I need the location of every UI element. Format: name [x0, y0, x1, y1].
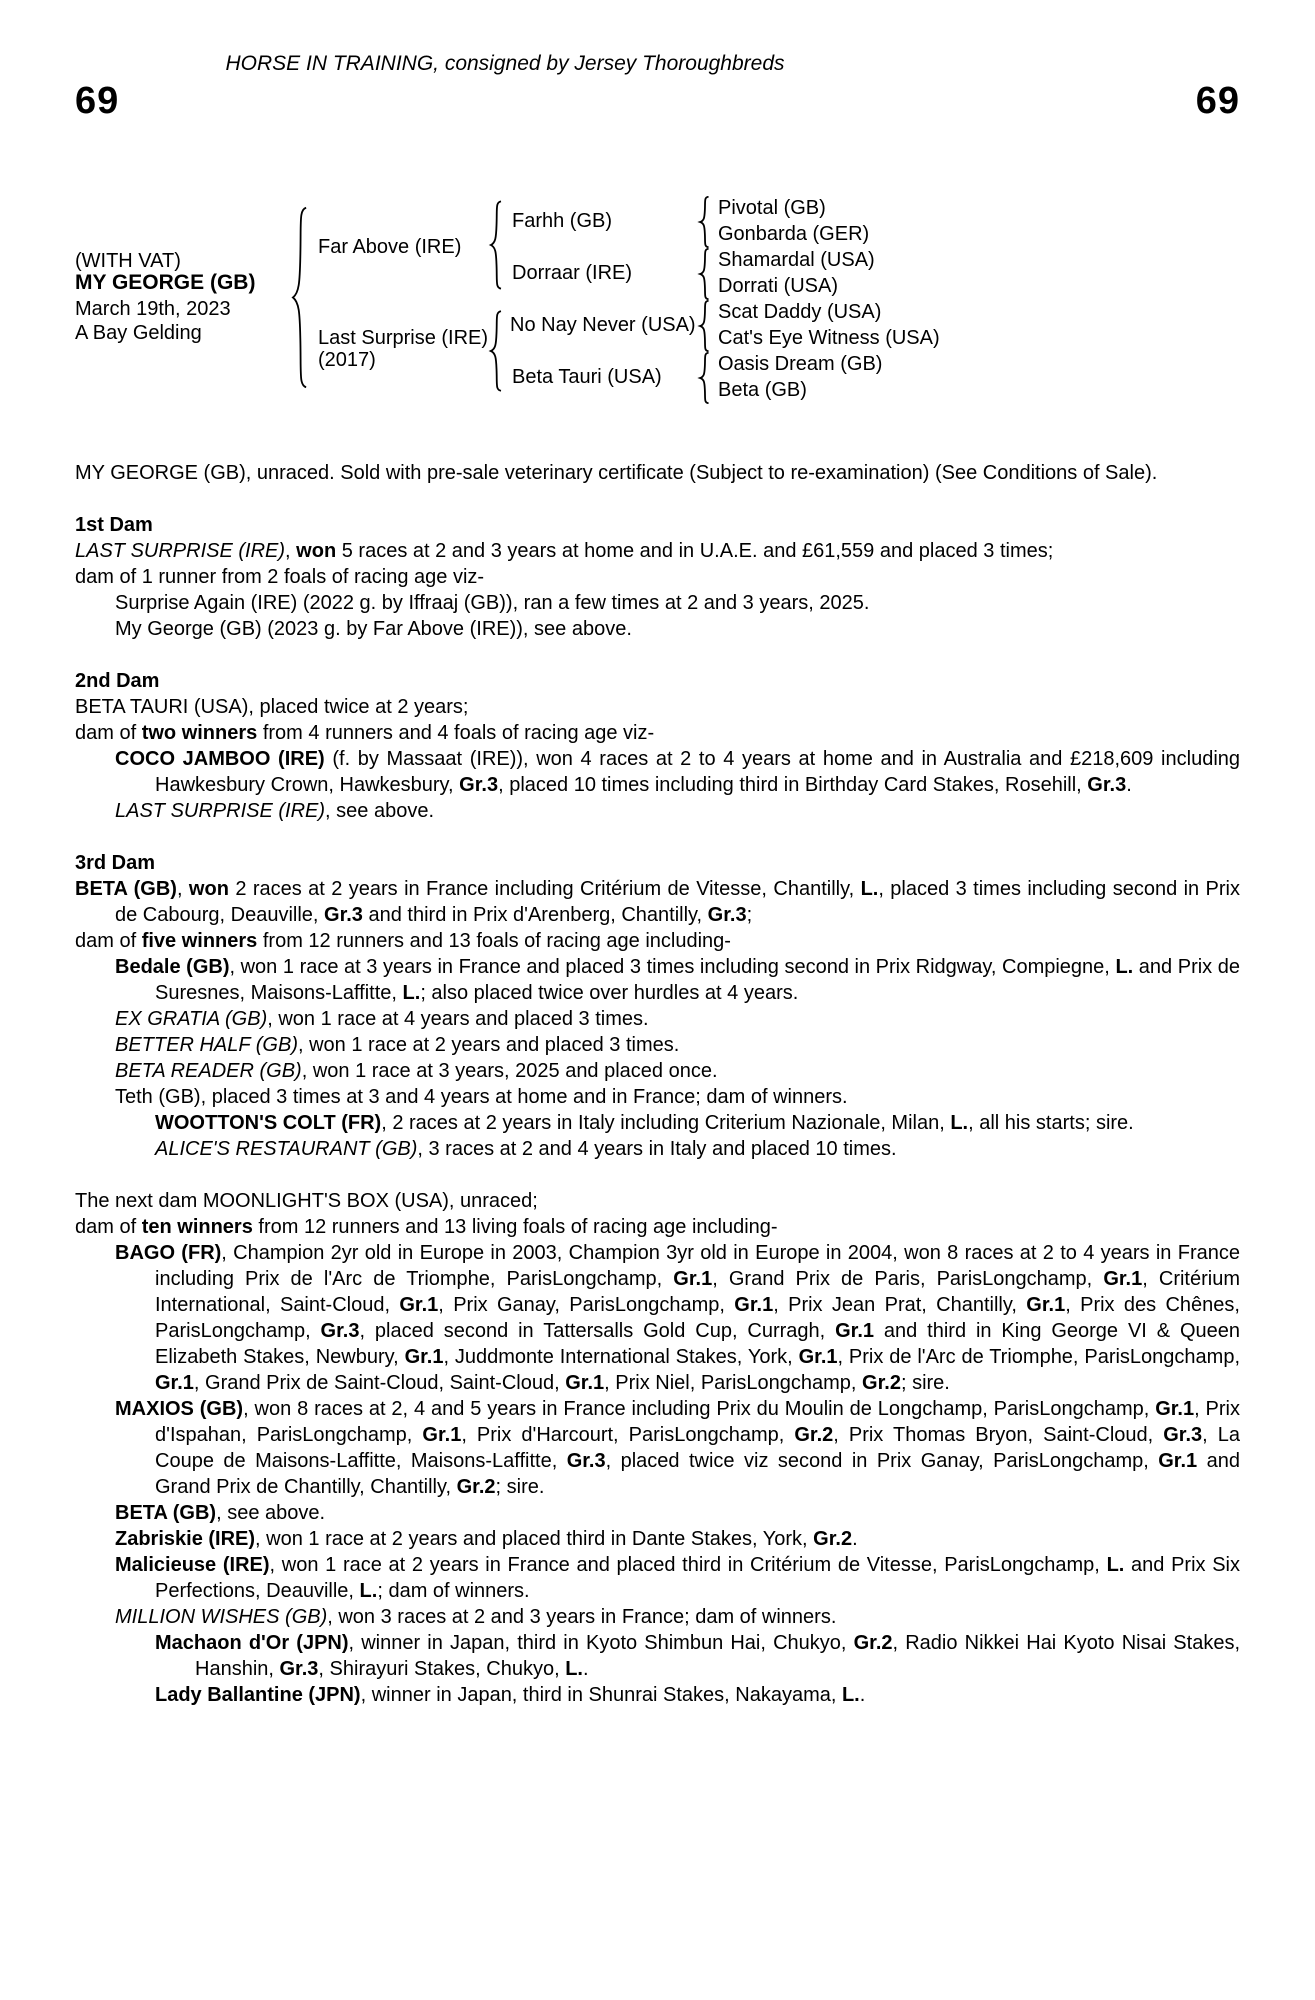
brace-icon — [697, 352, 711, 404]
dam-dam: Beta Tauri (USA) — [512, 366, 662, 388]
horse-description: A Bay Gelding — [75, 322, 202, 344]
vat-note: (WITH VAT) — [75, 250, 181, 272]
brace-icon — [697, 248, 711, 300]
dam-section-heading: 3rd Dam — [75, 852, 156, 874]
dam-section — [75, 668, 1240, 824]
dam-section — [75, 460, 1240, 486]
catalog-paragraph: Surprise Again (IRE) (2022 g. by Iffraaj (GB)), ran a few times at 2 and 3 years, 2025. — [115, 592, 870, 614]
ancestor-name: Beta (GB) — [718, 379, 807, 401]
catalog-paragraph: dam of five winners from 12 runners and 13 foals of racing age including- — [75, 930, 731, 952]
page-title: HORSE IN TRAINING, consigned by Jersey Thoroughbreds — [225, 52, 785, 75]
dam-name: Last Surprise (IRE) — [318, 327, 489, 349]
catalog-paragraph: Zabriskie (IRE), won 1 race at 2 years and placed third in Dante Stakes, York, Gr.2. — [115, 1528, 858, 1550]
catalog-paragraph: LAST SURPRISE (IRE), see above. — [115, 800, 435, 822]
brace-icon — [487, 310, 504, 392]
catalog-paragraph: LAST SURPRISE (IRE), won 5 races at 2 and 3 years at home and in U.A.E. and £61,559 and placed 3 times; — [75, 540, 1054, 562]
catalog-paragraph: WOOTTON'S COLT (FR), 2 races at 2 years in Italy including Criterium Nazionale, Milan, L., all his starts; sire. — [155, 1112, 1134, 1134]
ancestor-name: Shamardal (USA) — [718, 249, 875, 271]
ancestor-name: Oasis Dream (GB) — [718, 353, 883, 375]
catalog-paragraph: BETA READER (GB), won 1 race at 3 years, 2025 and placed once. — [115, 1060, 718, 1082]
catalog-paragraph: ALICE'S RESTAURANT (GB), 3 races at 2 and 4 years in Italy and placed 10 times. — [155, 1138, 897, 1160]
catalog-paragraph: BETA (GB), won 2 races at 2 years in France including Critérium de Vitesse, Chantilly, L., placed 3 times including second in Prix de Cabourg, Deauville, Gr.3 and third in Prix d'Arenberg, Chantilly, Gr.3; — [75, 878, 1241, 926]
catalog-paragraph: My George (GB) (2023 g. by Far Above (IRE)), see above. — [115, 618, 632, 640]
dam-section — [75, 850, 1240, 1162]
catalog-paragraph: Malicieuse (IRE), won 1 race at 2 years in France and placed third in Critérium de Vitesse, ParisLongchamp, L. and Prix Six Perfections, Deauville, L.; dam of winners. — [115, 1554, 1241, 1602]
sire-sire: Farhh (GB) — [512, 210, 613, 232]
catalog-paragraph: Teth (GB), placed 3 times at 3 and 4 years at home and in France; dam of winners. — [115, 1086, 848, 1108]
horse-name: MY GEORGE (GB) — [75, 271, 256, 294]
lot-number-left: 69 — [75, 80, 120, 122]
ancestor-name: Pivotal (GB) — [718, 197, 826, 219]
catalog-paragraph: EX GRATIA (GB), won 1 race at 4 years and placed 3 times. — [115, 1008, 649, 1030]
pedigree-chart — [75, 195, 1240, 407]
catalog-body — [75, 460, 1240, 1708]
sire-name: Far Above (IRE) — [318, 236, 462, 258]
brace-icon — [487, 200, 504, 290]
catalog-paragraph: MILLION WISHES (GB), won 3 races at 2 and 3 years in France; dam of winners. — [115, 1606, 837, 1628]
dam-section — [75, 512, 1240, 642]
ancestor-name: Cat's Eye Witness (USA) — [718, 327, 940, 349]
ancestor-name: Scat Daddy (USA) — [718, 301, 882, 323]
brace-icon — [697, 196, 711, 248]
sire-dam: Dorraar (IRE) — [512, 262, 633, 284]
catalog-paragraph: dam of two winners from 4 runners and 4 foals of racing age viz- — [75, 722, 655, 744]
foaling-date: March 19th, 2023 — [75, 298, 231, 320]
dam-sire: No Nay Never (USA) — [510, 314, 696, 336]
catalog-paragraph: dam of ten winners from 12 runners and 13 living foals of racing age including- — [75, 1216, 778, 1238]
catalog-paragraph: Machaon d'Or (JPN), winner in Japan, third in Kyoto Shimbun Hai, Chukyo, Gr.2, Radio Nikkei Hai Kyoto Nisai Stakes, Hanshin, Gr.3, Shirayuri Stakes, Chukyo, L.. — [155, 1632, 1240, 1680]
lot-number-right: 69 — [1195, 80, 1240, 122]
catalog-paragraph: MY GEORGE (GB), unraced. Sold with pre-sale veterinary certificate (Subject to re-examination) (See Conditions of Sale). — [75, 462, 1158, 484]
catalog-paragraph: BAGO (FR), Champion 2yr old in Europe in 2003, Champion 3yr old in Europe in 2004, won 8 races at 2 to 4 years in France including Prix de l'Arc de Triomphe, ParisLongchamp, Gr.1, Grand Prix de Paris, ParisLongchamp, Gr.1, Critérium International, Saint-Cloud, Gr.1, Prix Ganay, ParisLongchamp, Gr.1, Prix Jean Prat, Chantilly, Gr.1, Prix des Chênes, ParisLongchamp, Gr.3, placed second in Tattersalls Gold Cup, Curragh, Gr.1 and third in King George VI & Queen Elizabeth Stakes, Newbury, Gr.1, Juddmonte International Stakes, York, Gr.1, Prix de l'Arc de Triomphe, ParisLongchamp, Gr.1, Grand Prix de Saint-Cloud, Saint-Cloud, Gr.1, Prix Niel, ParisLongchamp, Gr.2; sire. — [115, 1242, 1241, 1394]
catalog-paragraph: COCO JAMBOO (IRE) (f. by Massaat (IRE)), won 4 races at 2 to 4 years at home and in Australia and £218,609 including Hawkesbury Crown, Hawkesbury, Gr.3, placed 10 times including third in Birthday Card Stakes, Rosehill, Gr.3. — [115, 748, 1241, 796]
catalog-paragraph: Lady Ballantine (JPN), winner in Japan, third in Shunrai Stakes, Nakayama, L.. — [155, 1684, 866, 1706]
catalog-paragraph: BETTER HALF (GB), won 1 race at 2 years and placed 3 times. — [115, 1034, 680, 1056]
dam-section — [75, 1188, 1240, 1708]
brace-icon — [697, 300, 711, 352]
catalog-paragraph: MAXIOS (GB), won 8 races at 2, 4 and 5 years in France including Prix du Moulin de Longchamp, ParisLongchamp, Gr.1, Prix d'Ispahan, ParisLongchamp, Gr.1, Prix d'Harcourt, ParisLongchamp, Gr.2, Prix Thomas Bryon, Saint-Cloud, Gr.3, La Coupe de Maisons-Laffitte, Maisons-Laffitte, Gr.3, placed twice viz second in Prix Ganay, ParisLongchamp, Gr.1 and Grand Prix de Chantilly, Chantilly, Gr.2; sire. — [115, 1398, 1241, 1498]
ancestor-name: Gonbarda (GER) — [718, 223, 870, 245]
catalog-paragraph: dam of 1 runner from 2 foals of racing age viz- — [75, 566, 485, 588]
dam-year: (2017) — [318, 349, 376, 371]
catalog-paragraph: The next dam MOONLIGHT'S BOX (USA), unraced; — [75, 1190, 538, 1212]
catalog-paragraph: BETA TAURI (USA), placed twice at 2 years; — [75, 696, 469, 718]
dam-section-heading: 2nd Dam — [75, 670, 160, 692]
catalog-paragraph: Bedale (GB), won 1 race at 3 years in France and placed 3 times including second in Prix Ridgway, Compiegne, L. and Prix de Suresnes, Maisons-Laffitte, L.; also placed twice over hurdles at 4 years. — [115, 956, 1240, 1004]
brace-icon — [288, 205, 310, 390]
dam-section-heading: 1st Dam — [75, 514, 153, 536]
catalog-paragraph: BETA (GB), see above. — [115, 1502, 326, 1524]
ancestor-name: Dorrati (USA) — [718, 275, 839, 297]
